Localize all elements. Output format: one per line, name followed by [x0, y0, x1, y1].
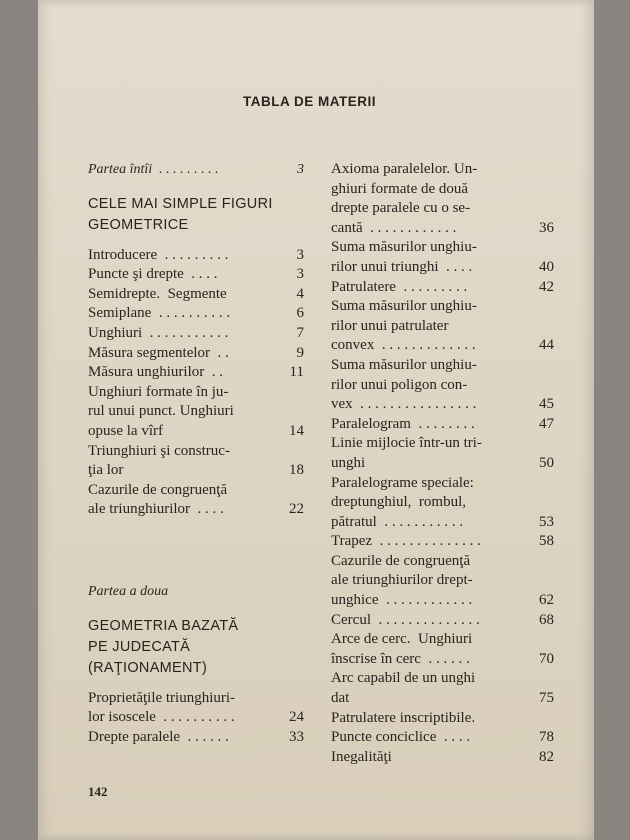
toc-entry-title: Axioma paralelelor. Un-	[331, 161, 478, 177]
toc-entry-page: 62	[539, 592, 554, 609]
toc-entry	[331, 454, 554, 474]
toc-entry	[331, 669, 554, 689]
toc-entry	[331, 493, 554, 513]
toc-entry-title: Patrulatere inscriptibile.	[331, 709, 476, 726]
toc-entry-page: 75	[539, 690, 554, 707]
toc-entry	[331, 356, 554, 376]
toc-entry	[331, 395, 554, 415]
toc-entry-page: 36	[539, 219, 554, 236]
toc-entry	[88, 461, 304, 481]
toc-entry-page: 6	[296, 305, 304, 322]
toc-entry	[331, 415, 554, 435]
toc-entry-page: 68	[539, 611, 554, 628]
toc-entry	[88, 728, 304, 748]
toc-entry	[331, 376, 554, 396]
toc-entry-page: 22	[289, 501, 304, 518]
toc-entry-page: 7	[296, 324, 304, 341]
toc-entry-page: 3	[296, 266, 304, 283]
toc-entry-title: Puncte conciclice . . . .	[331, 729, 471, 746]
toc-entry-title: Arce de cerc. Unghiuri	[331, 631, 473, 648]
toc-entry-title: Puncte şi drepte . . . .	[88, 266, 218, 283]
toc-entry-title: Drepte paralele . . . . . .	[88, 728, 229, 745]
toc-entry-page: 40	[539, 258, 554, 275]
toc-entry	[331, 650, 554, 670]
toc-entry	[331, 474, 554, 494]
toc-entry-title: Triunghiuri şi construc-	[88, 442, 230, 459]
section-heading-line: GEOMETRICE	[88, 216, 189, 233]
right-entries	[331, 160, 554, 767]
toc-entry	[331, 689, 554, 709]
toc-entry-title: Patrulatere . . . . . . . . .	[331, 278, 468, 295]
toc-entry-title: Semiplane . . . . . . . . . .	[88, 305, 231, 322]
toc-entry	[88, 442, 304, 462]
toc-entry-page: 53	[539, 513, 554, 530]
toc-entry	[331, 571, 554, 591]
toc-entry-page: 42	[539, 278, 554, 295]
toc-entry-title: Cazurile de congruenţă	[88, 481, 228, 498]
toc-entry-page: 70	[539, 650, 554, 667]
toc-entry-title: Unghiuri formate în ju-	[88, 383, 229, 400]
toc-entry	[88, 363, 304, 383]
toc-entry-title: rilor unui patrulater	[331, 317, 449, 334]
toc-entry-title: Proprietăţile triunghiuri-	[88, 689, 236, 706]
toc-entry	[331, 728, 554, 748]
toc-right-column	[331, 160, 554, 767]
section-one-entries	[88, 246, 304, 520]
toc-entry-title: convex . . . . . . . . . . . . .	[331, 337, 476, 354]
toc-entry-page: 3	[296, 246, 304, 263]
toc-entry	[88, 689, 304, 709]
toc-entry	[331, 297, 554, 317]
toc-entry	[331, 532, 554, 552]
toc-entry-title: Inegalităţi	[331, 748, 392, 765]
part-one-label: Partea întîi . . . . . . . . .	[88, 162, 219, 177]
toc-entry	[88, 324, 304, 344]
toc-entry-title: Paralelograme speciale:	[331, 474, 474, 491]
toc-entry-title: rul unui punct. Unghiuri	[88, 403, 234, 420]
toc-entry	[331, 199, 554, 219]
toc-entry-page: 47	[539, 415, 554, 432]
toc-entry-title: rilor unui triunghi . . . .	[331, 258, 473, 275]
toc-entry-title: Introducere . . . . . . . . .	[88, 246, 229, 263]
toc-entry-title: pătratul . . . . . . . . . . .	[331, 513, 464, 530]
section-two-entries	[88, 689, 304, 748]
toc-entry-title: ţia lor	[88, 462, 124, 479]
toc-entry	[331, 591, 554, 611]
toc-entry-title: ale triunghiurilor drept-	[331, 572, 473, 589]
toc-entry-page: 44	[539, 337, 554, 354]
book-page	[38, 0, 594, 840]
part-one-entry	[88, 160, 304, 180]
toc-entry-page: 24	[289, 709, 304, 726]
toc-entry	[88, 246, 304, 266]
toc-entry-title: Măsura segmentelor . .	[88, 344, 229, 361]
toc-entry	[88, 285, 304, 305]
toc-entry-title: ale triunghiurilor . . . .	[88, 501, 224, 518]
toc-entry-page: 82	[539, 748, 554, 765]
toc-entry	[331, 160, 554, 180]
toc-entry-title: unghice . . . . . . . . . . . .	[331, 592, 473, 609]
toc-entry-title: unghi	[331, 454, 366, 471]
toc-entry-page: 11	[289, 364, 304, 381]
section-heading-line: GEOMETRIA BAZATĂ	[88, 617, 239, 634]
toc-entry	[331, 513, 554, 533]
toc-entry-title: Suma măsurilor unghiu-	[331, 298, 477, 315]
toc-entry-title: Paralelogram . . . . . . . .	[331, 415, 475, 432]
toc-entry-title: opuse la vîrf	[88, 422, 163, 439]
toc-entry-page: 33	[289, 728, 304, 745]
toc-entry	[88, 304, 304, 324]
toc-entry-title: rilor unui poligon con-	[331, 376, 468, 393]
section-one-heading	[88, 194, 304, 236]
toc-entry-page: 9	[296, 344, 304, 361]
toc-entry-title: Linie mijlocie într-un tri-	[331, 435, 482, 452]
toc-entry	[331, 630, 554, 650]
part-one-page: 3	[297, 162, 304, 177]
toc-entry-title: lor isoscele . . . . . . . . . .	[88, 709, 235, 726]
toc-entry	[88, 422, 304, 442]
toc-entry	[88, 265, 304, 285]
toc-entry	[88, 402, 304, 422]
page-title: TABLA DE MATERII	[243, 94, 376, 109]
toc-entry	[331, 748, 554, 768]
toc-entry-title: ghiuri formate de două	[331, 180, 469, 197]
toc-left-column	[88, 160, 304, 747]
section-heading-line: (RAŢIONAMENT)	[88, 659, 208, 676]
toc-entry-title: Suma măsurilor unghiu-	[331, 239, 477, 256]
toc-entry-title: înscrise în cerc . . . . . .	[331, 650, 470, 667]
toc-entry-title: Arc capabil de un unghi	[331, 670, 476, 687]
toc-entry-title: Unghiuri . . . . . . . . . . .	[88, 324, 229, 341]
section-two-heading	[88, 616, 304, 679]
toc-entry	[88, 708, 304, 728]
toc-entry	[331, 611, 554, 631]
toc-entry	[331, 258, 554, 278]
toc-entry	[88, 500, 304, 520]
toc-entry	[88, 481, 304, 501]
toc-entry	[331, 278, 554, 298]
toc-entry	[88, 383, 304, 403]
toc-entry	[331, 180, 554, 200]
section-heading-line: PE JUDECATĂ	[88, 638, 191, 655]
toc-entry-title: dreptunghiul, rombul,	[331, 494, 466, 511]
toc-entry	[331, 317, 554, 337]
toc-entry	[331, 219, 554, 239]
toc-entry-title: cantă . . . . . . . . . . . .	[331, 219, 457, 236]
toc-entry	[331, 552, 554, 572]
toc-entry-page: 45	[539, 396, 554, 413]
toc-entry-title: Semidrepte. Segmente	[88, 285, 227, 302]
toc-entry-title: dat	[331, 690, 350, 707]
toc-entry-title: Cazurile de congruenţă	[331, 552, 471, 569]
page-number: 142	[88, 784, 108, 799]
toc-entry	[331, 336, 554, 356]
toc-entry	[88, 344, 304, 364]
toc-entry-page: 14	[289, 422, 304, 439]
section-heading-line: CELE MAI SIMPLE FIGURI	[88, 195, 273, 212]
part-two-label: Partea a doua	[88, 583, 169, 599]
toc-entry-page: 4	[296, 285, 304, 302]
toc-entry	[331, 434, 554, 454]
toc-entry-title: Trapez . . . . . . . . . . . . . .	[331, 533, 481, 550]
toc-entry	[331, 709, 554, 729]
toc-entry-title: Suma măsurilor unghiu-	[331, 356, 477, 373]
part-two-entry	[88, 582, 304, 602]
toc-entry-title: drepte paralele cu o se-	[331, 200, 471, 217]
toc-entry-title: Măsura unghiurilor . .	[88, 364, 223, 381]
toc-entry-title: vex . . . . . . . . . . . . . . . .	[331, 396, 477, 413]
toc-entry-page: 50	[539, 454, 554, 471]
toc-entry-page: 78	[539, 729, 554, 746]
toc-entry	[331, 238, 554, 258]
toc-entry-page: 18	[289, 462, 304, 479]
toc-entry-page: 58	[539, 533, 554, 550]
toc-entry-title: Cercul . . . . . . . . . . . . . .	[331, 611, 480, 628]
